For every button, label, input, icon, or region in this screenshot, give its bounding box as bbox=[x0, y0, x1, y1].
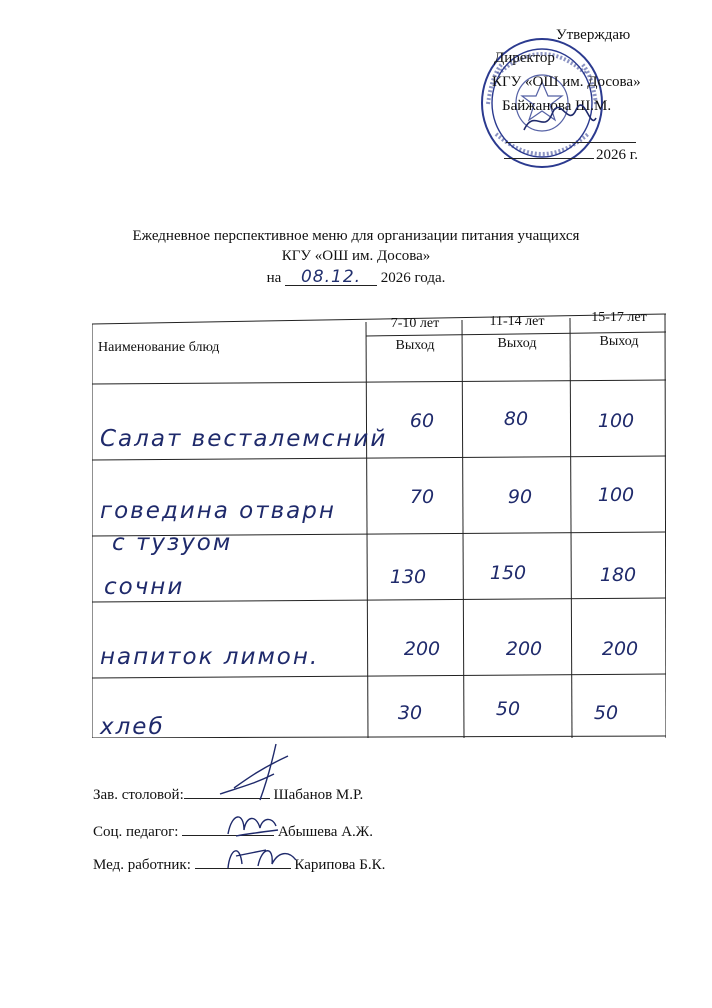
dish-name: говедина отварн bbox=[100, 498, 336, 524]
approve-word: Утверждаю bbox=[556, 27, 631, 43]
output-header-7-10: Выход bbox=[395, 338, 435, 353]
dish-name: Салат весталемсний bbox=[100, 426, 388, 452]
dish-column-header: Наименование блюд bbox=[98, 340, 220, 355]
age-group-15-17: 15-17 лет bbox=[591, 310, 647, 325]
date-suffix: 2026 года. bbox=[380, 270, 446, 286]
value-7-10: 130 bbox=[389, 566, 427, 588]
signature-role: Зав. столовой: bbox=[93, 787, 184, 803]
value-7-10: 60 bbox=[409, 410, 435, 432]
handwritten-date: 08.12. bbox=[285, 269, 377, 286]
age-group-11-14: 11-14 лет bbox=[489, 314, 545, 329]
value-15-17: 100 bbox=[597, 484, 635, 506]
value-11-14: 80 bbox=[503, 408, 529, 430]
director-name: Байжанова Ш.М. bbox=[502, 98, 612, 114]
menu-title-line2: КГУ «ОШ им. Досова» bbox=[281, 248, 431, 264]
signature-role: Мед. работник: bbox=[93, 857, 191, 873]
value-11-14: 90 bbox=[507, 486, 533, 508]
signature-role: Соц. педагог: bbox=[93, 824, 179, 840]
social-teacher-signature-icon bbox=[222, 806, 282, 842]
value-7-10: 30 bbox=[397, 702, 423, 724]
signature-name: Шабанов М.Р. bbox=[273, 787, 364, 803]
output-header-15-17: Выход bbox=[599, 334, 639, 349]
value-15-17: 50 bbox=[593, 702, 619, 724]
dish-name: сочни bbox=[104, 574, 185, 600]
dish-name: напиток лимон. bbox=[100, 644, 320, 670]
menu-table bbox=[92, 310, 666, 738]
approval-date-line bbox=[504, 144, 594, 159]
director-position: Директор bbox=[494, 50, 555, 66]
dish-name-continued: с тузуом bbox=[112, 530, 233, 556]
value-7-10: 200 bbox=[403, 638, 441, 660]
menu-title-line1: Ежедневное перспективное меню для организации питания учащихся bbox=[132, 228, 580, 244]
value-11-14: 150 bbox=[489, 562, 527, 584]
approval-year: 2026 г. bbox=[596, 147, 638, 163]
date-prefix: на bbox=[266, 270, 282, 286]
table-grid bbox=[92, 310, 666, 738]
signature-name: Абышева А.Ж. bbox=[277, 824, 373, 840]
value-11-14: 200 bbox=[505, 638, 543, 660]
value-15-17: 100 bbox=[597, 410, 635, 432]
output-header-11-14: Выход bbox=[497, 336, 537, 351]
canteen-head-signature-icon bbox=[214, 738, 294, 808]
dish-name: хлеб bbox=[100, 714, 165, 740]
director-signature-icon bbox=[520, 100, 600, 140]
medical-worker-signature-icon bbox=[222, 838, 302, 874]
school-org: КГУ «ОШ им. Досова» bbox=[492, 74, 641, 90]
age-group-7-10: 7-10 лет bbox=[390, 316, 440, 331]
signature-name: Карипова Б.К. bbox=[294, 857, 386, 873]
value-15-17: 200 bbox=[601, 638, 639, 660]
menu-title-line3 bbox=[0, 268, 712, 288]
value-15-17: 180 bbox=[599, 564, 637, 586]
value-7-10: 70 bbox=[409, 486, 435, 508]
value-11-14: 50 bbox=[495, 698, 521, 720]
